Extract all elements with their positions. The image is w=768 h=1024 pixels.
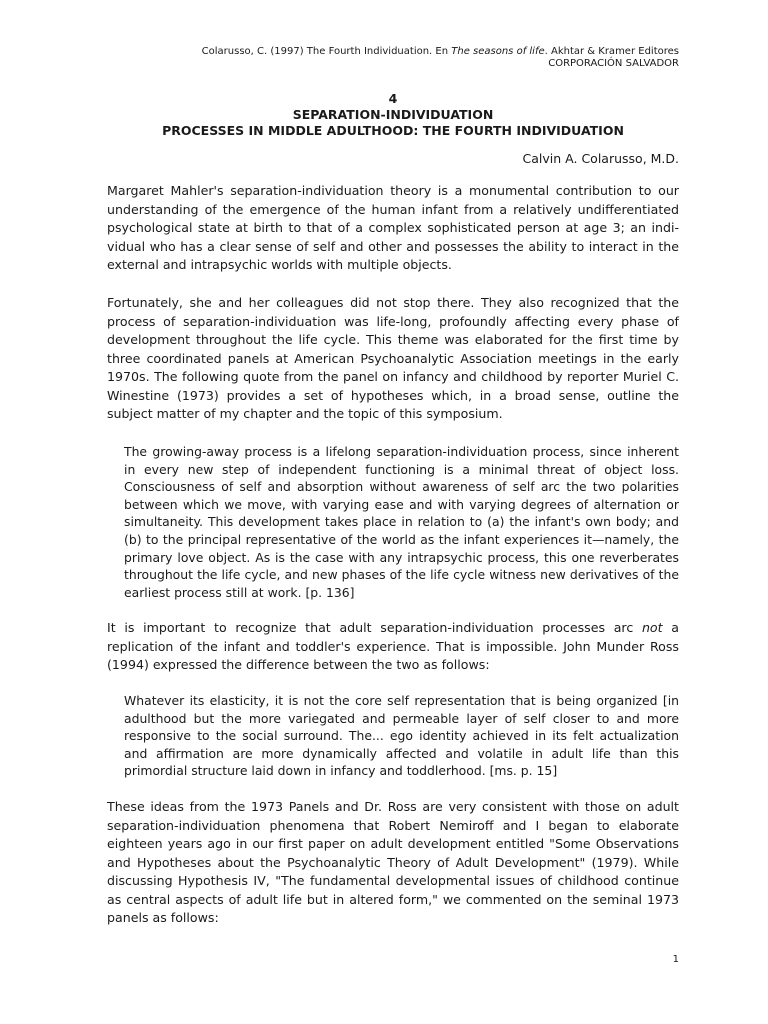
citation-book-title: The seasons of life [451, 46, 545, 57]
author-name: Calvin A. Colarusso, M.D. [522, 151, 679, 166]
citation-text: Colarusso, C. (1997) The Fourth Individuation. En [201, 46, 452, 57]
chapter-number: 4 [388, 91, 398, 106]
title-line-1: SEPARATION-INDIVIDUATION [292, 107, 494, 122]
paragraph-4: These ideas from the 1973 Panels and Dr. Ross are very consistent with those on adult separation-individuation phenomena that Robert Nemiroff and I began to elaborate eighteen years ago in our first paper on adult development entitled "Some Observations and Hypotheses about the Psychoanalytic Theory of Adult Development" (1979). While discussing Hypothesis IV, "The fundamental developmental issues of childhood continue as central aspects of adult life but in altered form," we commented on the seminal 1973 panels as follows: [107, 799, 679, 925]
citation-line [119, 46, 679, 58]
paragraph-3-text-a: It is important to recognize that adult separation-individuation processes arc [107, 620, 642, 635]
paragraph-1: Margaret Mahler's separation-individuation theory is a monumental contribution to our understanding of the emergence of the human infant from a relatively undifferentiated psychological state at birth to that of a complex sophisticated person at age 3; an individual who has a clear sense of self and other and possesses the ability to interact in the external and intrapsychic worlds with multiple objects. [107, 183, 679, 272]
citation-organization: CORPORACIÓN SALVADOR [548, 58, 679, 69]
chapter-title [107, 91, 679, 139]
header-citation [119, 46, 679, 70]
paragraph-3-text-b: a replication of the infant and toddler's experience. That is impossible. John Munder Ross (1994) expressed the difference between the two as follows: [107, 620, 679, 672]
block-quote-2: Whatever its elasticity, it is not the core self representation that is being organized [in adulthood but the more variegated and permeable layer of self closer to and more responsive to the social surround. The... ego identity achieved in its felt actualization and affirmation are more dynamically affected and volatile in adult life than this primordial structure laid down in infancy and toddlerhood. [ms. p. 15] [124, 693, 679, 779]
page-number: 1 [672, 954, 679, 965]
block-quote-1: The growing-away process is a lifelong separation-individuation process, since inherent in every new step of independent functioning is a minimal threat of object loss. Consciousness of self and absorption without awareness of self arc the two polarities between which we move, with varying ease and with varying degrees of alternation or simultaneity. This development takes place in relation to (a) the infant's own body; and (b) to the principal representative of the world as the infant experiences it—namely, the primary love object. As is the case with any intrapsychic process, this one reverberates throughout the life cycle, and new phases of the life cycle witness new derivatives of the earliest process still at work. [p. 136] [124, 444, 679, 600]
paragraph-2: Fortunately, she and her colleagues did not stop there. They also recognized that the process of separation-individuation was life-long, profoundly affecting every phase of development throughout the life cycle. This theme was elaborated for the first time by three coordinated panels at American Psychoanalytic Association meetings in the early 1970s. The following quote from the panel on infancy and childhood by reporter Muriel C. Winestine (1973) provides a set of hypotheses which, in a broad sense, outline the subject matter of my chapter and the topic of this symposium. [107, 295, 679, 421]
citation-publisher: . Akhtar & Kramer Editores [544, 46, 679, 57]
title-line-2: PROCESSES IN MIDDLE ADULTHOOD: THE FOURTH INDIVIDUATION [162, 123, 624, 138]
paragraph-3-emphasis: not [641, 620, 663, 635]
paragraph-3 [107, 619, 679, 675]
